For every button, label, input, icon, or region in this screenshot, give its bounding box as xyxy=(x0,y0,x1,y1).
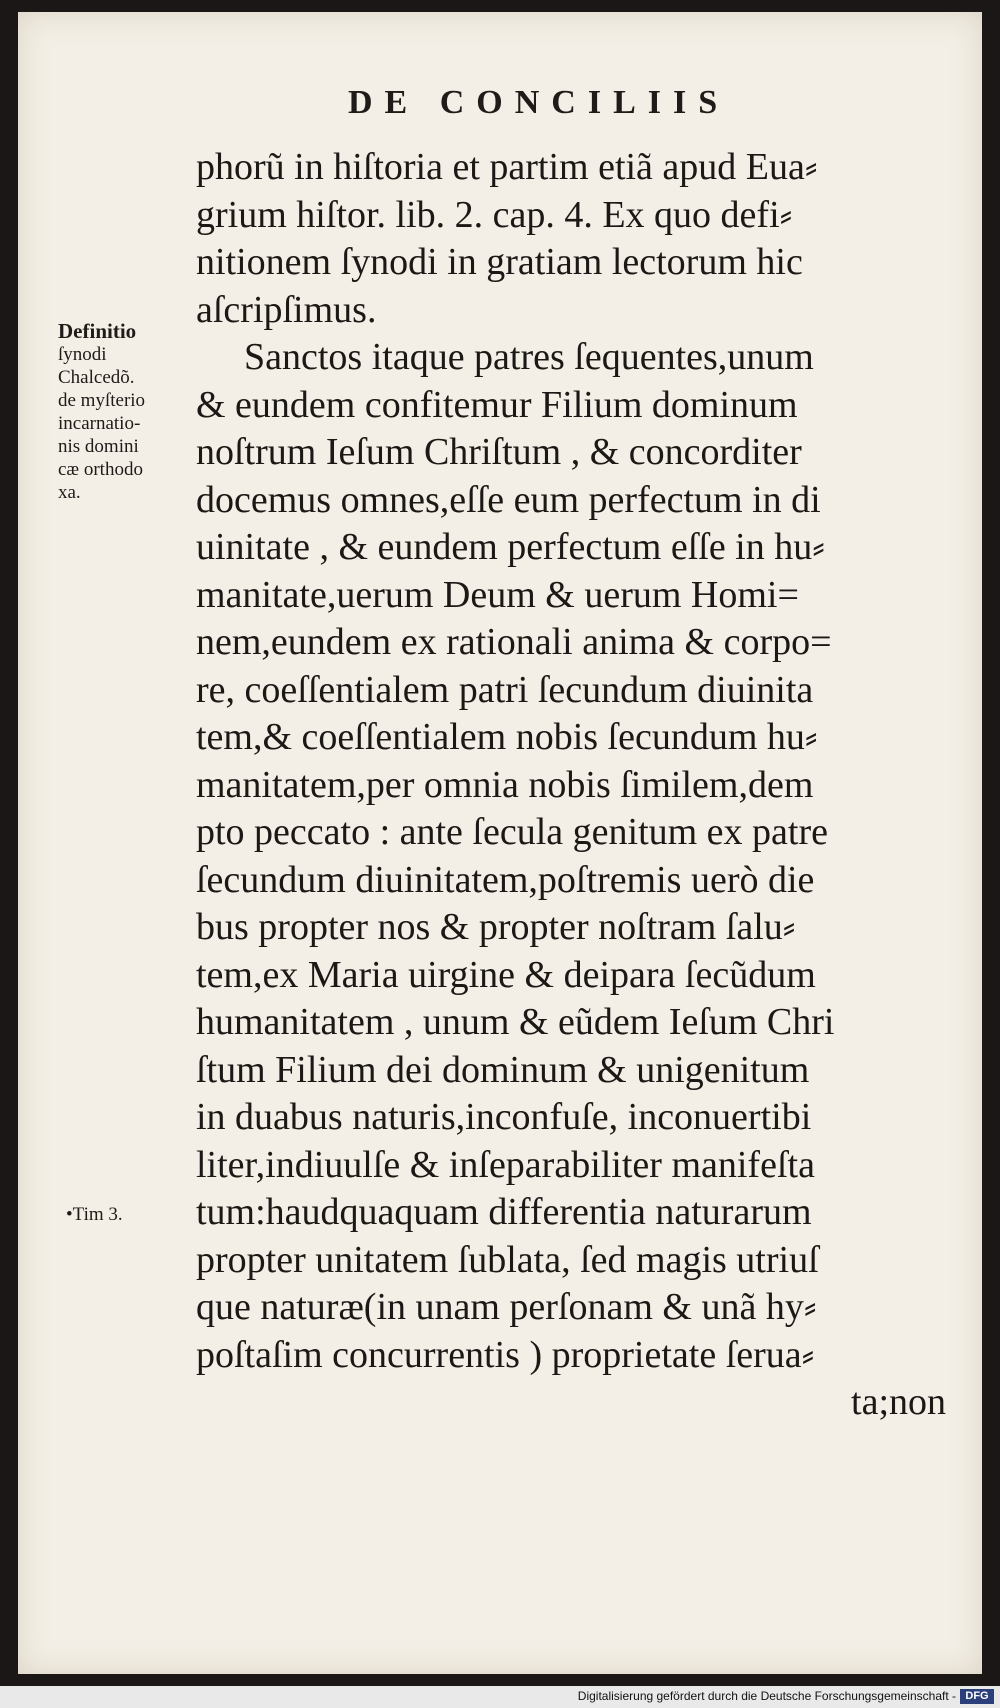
text-line: tem,ex Maria uirgine & deipara ſecũdum xyxy=(196,953,816,996)
text-line: nem,eundem ex rationali anima & corpo= xyxy=(196,621,832,663)
text-line: ſtum Filium dei dominum & unigenitum xyxy=(196,1048,810,1091)
text-line: docemus omnes,eſſe eum perfectum in di xyxy=(196,478,821,521)
text-line: tem,& coeſſentialem nobis ſecundum hu⸗ xyxy=(196,716,818,758)
text-line: in duabus naturis,inconfuſe, inconuertibi xyxy=(196,1096,812,1138)
text-line: ſecundum diuinitatem,poſtremis uerò die xyxy=(196,858,815,901)
text-line: re, coeſſentialem patri ſecundum diuinita xyxy=(196,668,814,711)
running-head: DE CONCILIIS xyxy=(348,84,730,121)
text-line: pto peccato : ante ſecula genitum ex patre xyxy=(196,811,828,853)
margin-line: nis domini xyxy=(58,436,139,457)
text-line: phorũ in hiſtoria et partim etiã apud Eua⸗ xyxy=(196,146,818,188)
margin-line: Chalcedõ. xyxy=(58,367,135,388)
footer-credit: Digitalisierung gefördert durch die Deutsche Forschungsgemeinschaft - xyxy=(577,1689,956,1703)
margin-line: Definitio xyxy=(58,319,137,343)
footer-bar xyxy=(0,1686,1000,1708)
text-line: & eundem confitemur Filium dominum xyxy=(196,383,798,426)
margin-line: cæ orthodo xyxy=(58,459,143,480)
margin-line: de myſterio xyxy=(58,390,146,411)
text-line: liter,indiuulſe & inſeparabiliter manifeſta xyxy=(196,1143,815,1186)
text-line: que naturæ(in unam perſonam & unã hy⸗ xyxy=(196,1286,817,1328)
text-line: aſcripſimus. xyxy=(196,288,377,331)
marginal-note-definitio xyxy=(58,320,208,504)
catchword: ta;non xyxy=(851,1381,946,1423)
margin-line: xa. xyxy=(58,482,81,503)
text-line: bus propter nos & propter noſtram ſalu⸗ xyxy=(196,906,796,948)
body-text xyxy=(196,144,976,1427)
book-page xyxy=(18,12,982,1674)
margin-line: ſynodi xyxy=(58,344,107,365)
text-line: grium hiſtor. lib. 2. cap. 4. Ex quo defi⸗ xyxy=(196,193,793,236)
text-line: noſtrum Ieſum Chriſtum , & concorditer xyxy=(196,431,802,473)
text-line: poſtaſim concurrentis ) proprietate ſerua⸗ xyxy=(196,1333,815,1376)
margin-line: incarnatio- xyxy=(58,413,141,434)
text-line: manitatem,per omnia nobis ſimilem,dem xyxy=(196,763,814,806)
text-line: humanitatem , unum & eũdem Ieſum Chri xyxy=(196,1001,835,1043)
text-line: uinitate , & eundem perfectum eſſe in hu⸗ xyxy=(196,526,825,568)
dfg-logo-icon: DFG xyxy=(960,1689,994,1704)
text-line: nitionem ſynodi in gratiam lectorum hic xyxy=(196,241,803,283)
text-line: manitate,uerum Deum & uerum Homi= xyxy=(196,573,799,616)
text-line: tum:haudquaquam differentia naturarum xyxy=(196,1191,812,1233)
text-line: propter unitatem ſublata, ſed magis utriuſ xyxy=(196,1238,819,1281)
marginal-note-tim: •Tim 3. xyxy=(66,1204,123,1225)
text-line: Sanctos itaque patres ſequentes,unum xyxy=(244,336,814,378)
